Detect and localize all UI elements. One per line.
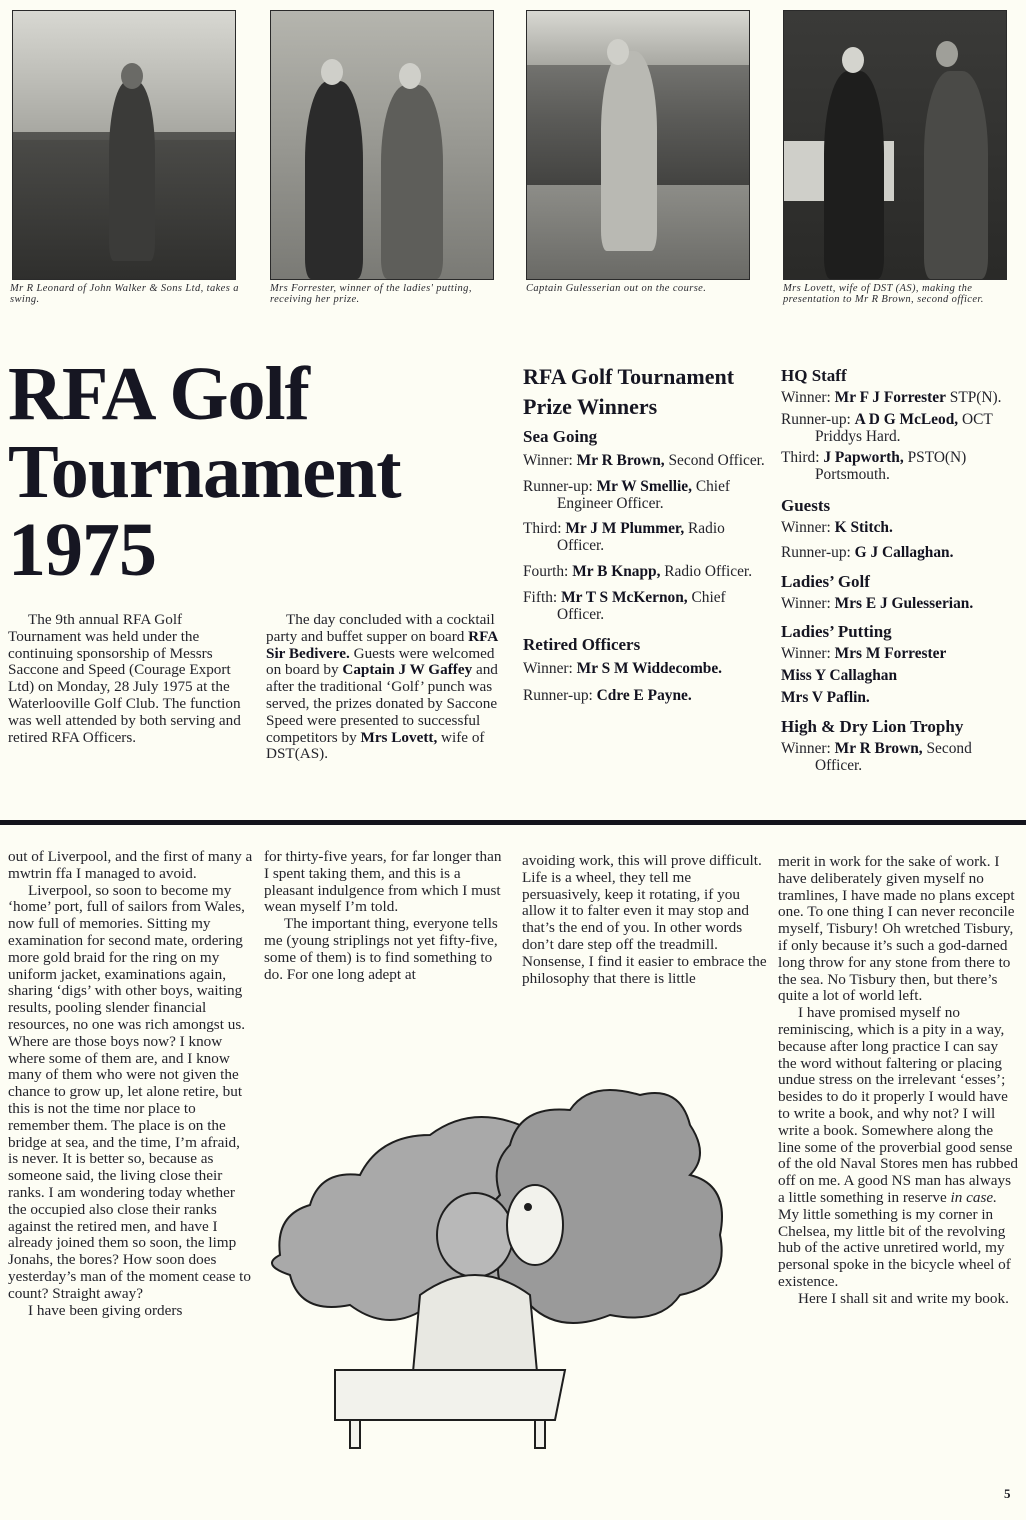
intro-paragraph: The day concluded with a cocktail party and buffet supper on board RFA Sir Bedivere. Guests were welcomed on board by Captain J W Gaffey and after the traditional ‘Golf’ punch was served, the prizes donated by Saccone Speed were presented to successful competitors by Mrs Lovett, wife of DST(AS). xyxy=(266,611,498,763)
essay-column-3 xyxy=(522,853,767,987)
title-line: Tournament xyxy=(8,430,401,514)
prize-entry: Winner: Mrs E J Gulesserian. xyxy=(781,594,974,612)
page-number: 5 xyxy=(1004,1486,1011,1501)
prize-entry: Runner-up: Cdre E Payne. xyxy=(523,687,692,705)
photo-caption: Mrs Forrester, winner of the ladies' putting, receiving her prize. xyxy=(270,283,472,305)
golfer-figure xyxy=(109,81,155,261)
prize-entry: Winner: Mr R Brown, Second Officer. xyxy=(781,739,972,774)
mr-brown-figure xyxy=(924,71,988,279)
essay-paragraph: for thirty-five years, for far longer than I spent taking them, and this is a pleasant indulgence from which I must wean myself I’m told. xyxy=(264,848,502,916)
mr-brown-head xyxy=(936,41,958,67)
prize-entry: Winner: Mr R Brown, Second Officer. xyxy=(523,452,765,469)
essay-paragraph: The important thing, everyone tells me (young striplings not yet fifty-five, some of them) is to find something to do. For one long adept at xyxy=(264,915,498,983)
presentation-photo xyxy=(783,10,1007,280)
essay-column-4 xyxy=(778,854,1018,1308)
prize-entry: Third: Mr J M Plummer, Radio Officer. xyxy=(523,520,725,555)
essay-column-2 xyxy=(264,849,509,983)
section-heading-ladies-golf: Ladies’ Golf xyxy=(781,571,870,591)
lady-figure-right xyxy=(381,85,443,279)
retirement-cartoon-illustration xyxy=(270,1085,770,1465)
essay-paragraph: I have promised myself no reminiscing, which is a pity in a way, because after long practice I can say the word without faltering or placing undue stress on the irrelevant ‘esses’; besides to do it properly I would have to write a book, and why not? I will write a book. Somewhere along the line some of the proverbial good sense of the old Naval Stores men has rubbed off on me. A good NS man has always a little something in reserve in case. My little something is my corner in Chelsea, my little bit of the revolving hub of the active unretired world, my personal spoke in the bicycle wheel of existence. xyxy=(778,1004,1018,1290)
prize-entry: Runner-up: G J Callaghan. xyxy=(781,543,954,561)
prize-entry: Fifth: Mr T S McKernon, Chief Officer. xyxy=(523,588,726,623)
photo-caption: Captain Gulesserian out on the course. xyxy=(526,283,707,294)
captain-head xyxy=(607,39,629,65)
section-heading-sea-going: Sea Going xyxy=(523,427,598,446)
golfer-head xyxy=(121,63,143,89)
prize-entry: Winner: K Stitch. xyxy=(781,518,893,536)
section-heading-lion-trophy: High & Dry Lion Trophy xyxy=(781,716,964,736)
essay-paragraph: I have been giving orders xyxy=(28,1301,183,1319)
prize-entry: Runner-up: A D G McLeod, OCT Priddys Hard. xyxy=(781,410,993,445)
article-title xyxy=(8,352,401,592)
section-divider xyxy=(0,820,1026,825)
ladies-putting-prize-photo xyxy=(270,10,494,280)
title-line: 1975 xyxy=(8,508,156,592)
captain-on-course-photo xyxy=(526,10,750,280)
intro-paragraph: The 9th annual RFA Golf Tournament was held under the continuing sponsorship of Messrs Saccone and Speed (Courage Export Ltd) on Monday, 28 July 1975 at the Waterlooville Golf Club. The function was well attended by both serving and retired RFA Officers. xyxy=(8,611,241,746)
section-heading-ladies-putting: Ladies’ Putting xyxy=(781,622,892,642)
essay-paragraph: merit in work for the sake of work. I have deliberately given myself no tramlines, I have made no plans except one. To one thing I can never reconcile myself, Tisbury! Oh wretched Tisbury, if only because it’s such a god-darned long throw for any stone from there to the sea. No Tisbury then, but there’s quite a lot of world left. xyxy=(778,853,1015,1005)
prize-entry: Miss Y Callaghan xyxy=(781,667,898,685)
lady-head-left xyxy=(321,59,343,85)
title-line: RFA Golf xyxy=(8,352,309,436)
prize-entry: Mrs V Paflin. xyxy=(781,688,870,706)
prize-entry: Runner-up: Mr W Smellie, Chief Engineer Officer. xyxy=(523,477,731,512)
italic-phrase: in case. xyxy=(950,1188,997,1206)
lady-figure-left xyxy=(305,81,363,279)
lady-head-right xyxy=(399,63,421,89)
mrs-lovett-figure xyxy=(824,71,884,279)
section-heading-retired-officers: Retired Officers xyxy=(523,635,641,655)
prize-entry: Fourth: Mr B Knapp, Radio Officer. xyxy=(523,562,753,580)
essay-paragraph: Here I shall sit and write my book. xyxy=(798,1289,1009,1307)
section-heading-hq-staff: HQ Staff xyxy=(781,366,847,385)
intro-column-2 xyxy=(266,612,506,763)
parrot xyxy=(507,1185,563,1265)
ship-name: RFA Sir Bedivere. xyxy=(266,627,498,662)
captain-name: Captain J W Gaffey xyxy=(342,661,473,679)
essay-paragraph: Liverpool, so soon to become my ‘home’ port, full of sailors from Wales, now full of memories. Sitting my examination for second mate, ordering more gold braid for the ring on my uniform jacket, examinations again, sharing ‘digs’ with other boys, waiting results, pooling slender financial resources, no one was rich amongst us. Where are those boys now? I know where some of them are, and I know many of them who were not given the chance to grow up, let alone retire, but this is not the time nor place to remember them. The place is on the bridge at sea, and the time, I’m afraid, is never. It is better so, because as someone said, the living close their ranks. I am wondering today whether the occupied also close their ranks against the retired men, and have I already joined them so soon, the limp Jonahs, the bores? How soon does yesterday’s man of the moment cease to count? Straight away? xyxy=(8,881,251,1302)
prize-entry: Winner: Mr S M Widdecombe. xyxy=(523,660,723,678)
photo-caption: Mrs Lovett, wife of DST (AS), making the presentation to Mr R Brown, second officer. xyxy=(783,283,984,305)
prize-winners-heading: RFA Golf Tournament Prize Winners xyxy=(523,364,735,419)
intro-column-1 xyxy=(8,612,248,746)
prize-entry: Third: J Papworth, PSTO(N) Portsmouth. xyxy=(781,449,967,484)
essay-paragraph: out of Liverpool, and the first of many a mwtrin ffa I managed to avoid. xyxy=(8,848,253,882)
essay-column-1 xyxy=(8,849,253,1319)
prize-entry: Winner: Mr F J Forrester STP(N). xyxy=(781,389,1002,406)
mrs-lovett-head xyxy=(842,47,864,73)
essay-paragraph: avoiding work, this will prove difficult. Life is a wheel, they tell me persuasively, keep it rotating, if you allow it to falter even it may stop and that’s the end of you. In other words don’t dare step off the treadmill. Nonsense, I find it easier to embrace the philosophy that there is little xyxy=(522,852,767,987)
photo-caption: Mr R Leonard of John Walker & Sons Ltd, takes a swing. xyxy=(10,283,239,305)
prize-winners-column-1 xyxy=(523,362,768,714)
presenter-name: Mrs Lovett, xyxy=(360,728,438,746)
prize-entry: Winner: Mrs M Forrester xyxy=(781,645,947,663)
prize-winners-column-2 xyxy=(781,366,1021,779)
captain-figure xyxy=(601,51,657,251)
golfer-swing-photo xyxy=(12,10,236,280)
section-heading-guests: Guests xyxy=(781,495,831,515)
